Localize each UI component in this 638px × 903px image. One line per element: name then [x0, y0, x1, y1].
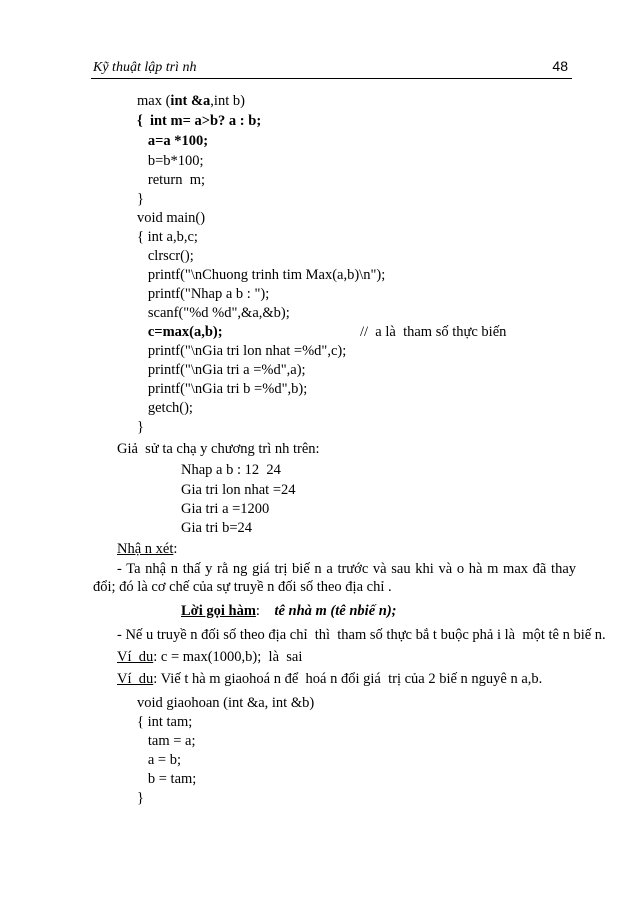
- output-line: Gia tri a =1200: [181, 501, 270, 517]
- remark-heading: Nhậ n xét:: [117, 541, 178, 557]
- code-line: printf("Nhap a b : ");: [137, 286, 270, 302]
- page-number: 48: [552, 58, 568, 74]
- code-line: a = b;: [137, 752, 182, 768]
- code-line: tam = a;: [137, 733, 196, 749]
- code-line: return m;: [137, 172, 206, 188]
- code-line: void main(): [137, 210, 206, 226]
- code-line: a=a *100;: [137, 133, 209, 149]
- output-line: Gia tri lon nhat =24: [181, 482, 296, 498]
- code-line: void giaohoan (int &a, int &b): [137, 695, 315, 711]
- run-intro: Giả sử ta chạ y chương trì nh trên:: [117, 441, 320, 457]
- output-line: Nhap a b : 12 24: [181, 462, 281, 478]
- code-line: }: [137, 790, 144, 806]
- code-line: { int m= a>b? a : b;: [137, 113, 262, 129]
- code-line: clrscr();: [137, 248, 194, 264]
- code-line: getch();: [137, 400, 193, 416]
- output-line: Gia tri b=24: [181, 520, 252, 536]
- code-line: printf("\nChuong trinh tim Max(a,b)\n");: [137, 267, 386, 283]
- header-divider: [91, 78, 572, 79]
- code-line: }: [137, 191, 144, 207]
- code-line: b = tam;: [137, 771, 197, 787]
- code-line: printf("\nGia tri lon nhat =%d",c);: [137, 343, 347, 359]
- example-1: Ví du: c = max(1000,b); là sai: [117, 649, 303, 665]
- code-bold-fragment: int &a: [170, 93, 211, 109]
- code-line: scanf("%d %d",&a,&b);: [137, 305, 290, 321]
- code-line: { int tam;: [137, 714, 193, 730]
- rule-text: - Nế u truyề n đối số theo địa chỉ thì tham số thực bắ t buộc phả i là một tê n biế n.: [117, 627, 606, 643]
- remark-paragraph: - Ta nhậ n thấ y rằ ng giá trị biế n a trước và sau khi và o hà m max đã thay đổi; đó là cơ chế của sự truyề n đối số theo địa chỉ .: [93, 561, 576, 595]
- header-title: Kỹ thuật lập trì nh: [93, 60, 197, 75]
- code-line: printf("\nGia tri a =%d",a);: [137, 362, 306, 378]
- code-line: printf("\nGia tri b =%d",b);: [137, 381, 308, 397]
- example-2: Ví du: Viế t hà m giaohoá n để hoá n đổi giá trị của 2 biế n nguyê n a,b.: [117, 671, 543, 687]
- code-line: { int a,b,c;: [137, 229, 198, 245]
- code-line: }: [137, 419, 144, 435]
- code-line: c=max(a,b);: [137, 324, 223, 340]
- code-line: max (int &a,int b): [137, 93, 245, 109]
- call-heading: Lời gọi hàm: tê nhà m (tê nbiế n);: [181, 603, 397, 619]
- code-comment: // a là tham số thực biến: [360, 324, 507, 340]
- code-line: b=b*100;: [137, 153, 204, 169]
